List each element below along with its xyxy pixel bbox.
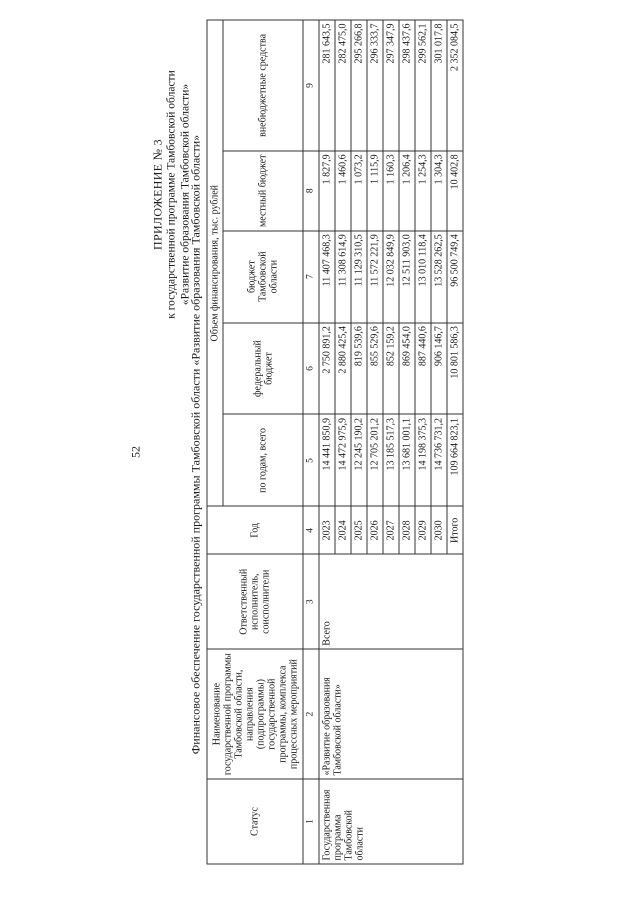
row-offbudget: 296 333,7 — [367, 20, 383, 151]
appendix-header — [151, 45, 193, 345]
col-number: 7 — [303, 231, 319, 323]
row-federal: 869 454,0 — [399, 323, 415, 415]
rotated-document-sheet — [1, 0, 640, 905]
row-year: 2029 — [415, 506, 431, 554]
appendix-line-2: «Развитие образования Тамбовской области» — [179, 83, 192, 306]
col-number: 6 — [303, 323, 319, 415]
row-federal: 855 529,6 — [367, 323, 383, 415]
header-status: Статус — [207, 779, 303, 864]
header-total: по годам, всего — [223, 414, 303, 506]
row-regional: 12 511 903,0 — [399, 231, 415, 323]
row-local: 1 160,3 — [383, 151, 399, 231]
row-total: 12 705 201,2 — [367, 414, 383, 506]
row-year: 2023 — [319, 506, 335, 554]
row-local: 1 073,2 — [351, 151, 367, 231]
header-executor: Ответственный исполнитель, соисполнители — [207, 554, 303, 649]
row-year: 2025 — [351, 506, 367, 554]
program-status: Государственная программа Тамбовской области — [319, 779, 463, 864]
row-local: 1 115,9 — [367, 151, 383, 231]
appendix-title: ПРИЛОЖЕНИЕ № 3 — [150, 139, 165, 250]
header-volume: Объем финансирования, тыс. рублей — [207, 20, 223, 506]
header-year: Год — [207, 506, 303, 554]
row-federal: 2 880 425,4 — [335, 323, 351, 415]
row-federal: 906 146,7 — [431, 323, 447, 415]
row-total: 13 185 517,3 — [383, 414, 399, 506]
row-offbudget: 281 643,5 — [319, 20, 335, 151]
col-number: 8 — [303, 151, 319, 231]
appendix-line-1: к государственной программе Тамбовской области — [165, 70, 178, 319]
row-federal: 852 159,2 — [383, 323, 399, 415]
header-local: местный бюджет — [223, 151, 303, 231]
header-federal: федеральный бюджет — [223, 323, 303, 415]
row-regional: 11 308 614,9 — [335, 231, 351, 323]
row-offbudget: 297 347,9 — [383, 20, 399, 151]
col-number: 3 — [303, 554, 319, 649]
row-offbudget: 299 562,1 — [415, 20, 431, 151]
row-total: 14 472 975,9 — [335, 414, 351, 506]
table-title: Финансовое обеспечение государственной программы Тамбовской области «Развитие образования Тамбовской области» — [188, 134, 203, 755]
row-regional: 13 528 262,5 — [431, 231, 447, 323]
row-offbudget: 295 266,8 — [351, 20, 367, 151]
row-local: 1 254,3 — [415, 151, 431, 231]
header-offbudget: внебюджетные средства — [223, 20, 303, 151]
row-year: 2026 — [367, 506, 383, 554]
column-number-row — [303, 20, 319, 864]
row-year: Итого — [447, 506, 463, 554]
row-federal: 819 539,6 — [351, 323, 367, 415]
row-federal: 887 440,6 — [415, 323, 431, 415]
row-total: 14 198 375,3 — [415, 414, 431, 506]
program-executor: Всего — [319, 554, 463, 649]
row-local: 1 460,6 — [335, 151, 351, 231]
row-local: 10 402,8 — [447, 151, 463, 231]
row-regional: 11 572 221,9 — [367, 231, 383, 323]
header-name: Наименование государственной программы Тамбовской области, направления (подпрограммы) государственной программы, комплекса процессных мероприятий — [207, 649, 303, 779]
table-row — [319, 20, 335, 864]
col-number: 2 — [303, 649, 319, 779]
row-regional: 11 129 310,5 — [351, 231, 367, 323]
financing-table — [207, 20, 464, 865]
row-offbudget: 301 017,8 — [431, 20, 447, 151]
row-total: 14 441 850,9 — [319, 414, 335, 506]
col-number: 4 — [303, 506, 319, 554]
row-total: 12 245 190,2 — [351, 414, 367, 506]
row-year: 2028 — [399, 506, 415, 554]
program-name: «Развитие образования Тамбовской области» — [319, 649, 463, 779]
row-year: 2027 — [383, 506, 399, 554]
col-number: 1 — [303, 779, 319, 864]
row-year: 2030 — [431, 506, 447, 554]
row-total: 14 736 731,2 — [431, 414, 447, 506]
row-federal: 2 750 891,2 — [319, 323, 335, 415]
row-offbudget: 298 437,6 — [399, 20, 415, 151]
row-regional: 12 032 849,9 — [383, 231, 399, 323]
row-total: 109 664 823,1 — [447, 414, 463, 506]
page-number: 52 — [128, 446, 143, 458]
col-number: 5 — [303, 414, 319, 506]
col-number: 9 — [303, 20, 319, 151]
row-local: 1 827,9 — [319, 151, 335, 231]
row-offbudget: 282 475,0 — [335, 20, 351, 151]
row-local: 1 304,3 — [431, 151, 447, 231]
row-year: 2024 — [335, 506, 351, 554]
row-federal: 10 801 586,3 — [447, 323, 463, 415]
row-regional: 11 407 468,3 — [319, 231, 335, 323]
row-regional: 13 010 118,4 — [415, 231, 431, 323]
row-total: 13 681 001,1 — [399, 414, 415, 506]
row-offbudget: 2 352 084,5 — [447, 20, 463, 151]
row-local: 1 206,4 — [399, 151, 415, 231]
row-regional: 96 500 749,4 — [447, 231, 463, 323]
header-regional: бюджет Тамбовской области — [223, 231, 303, 323]
